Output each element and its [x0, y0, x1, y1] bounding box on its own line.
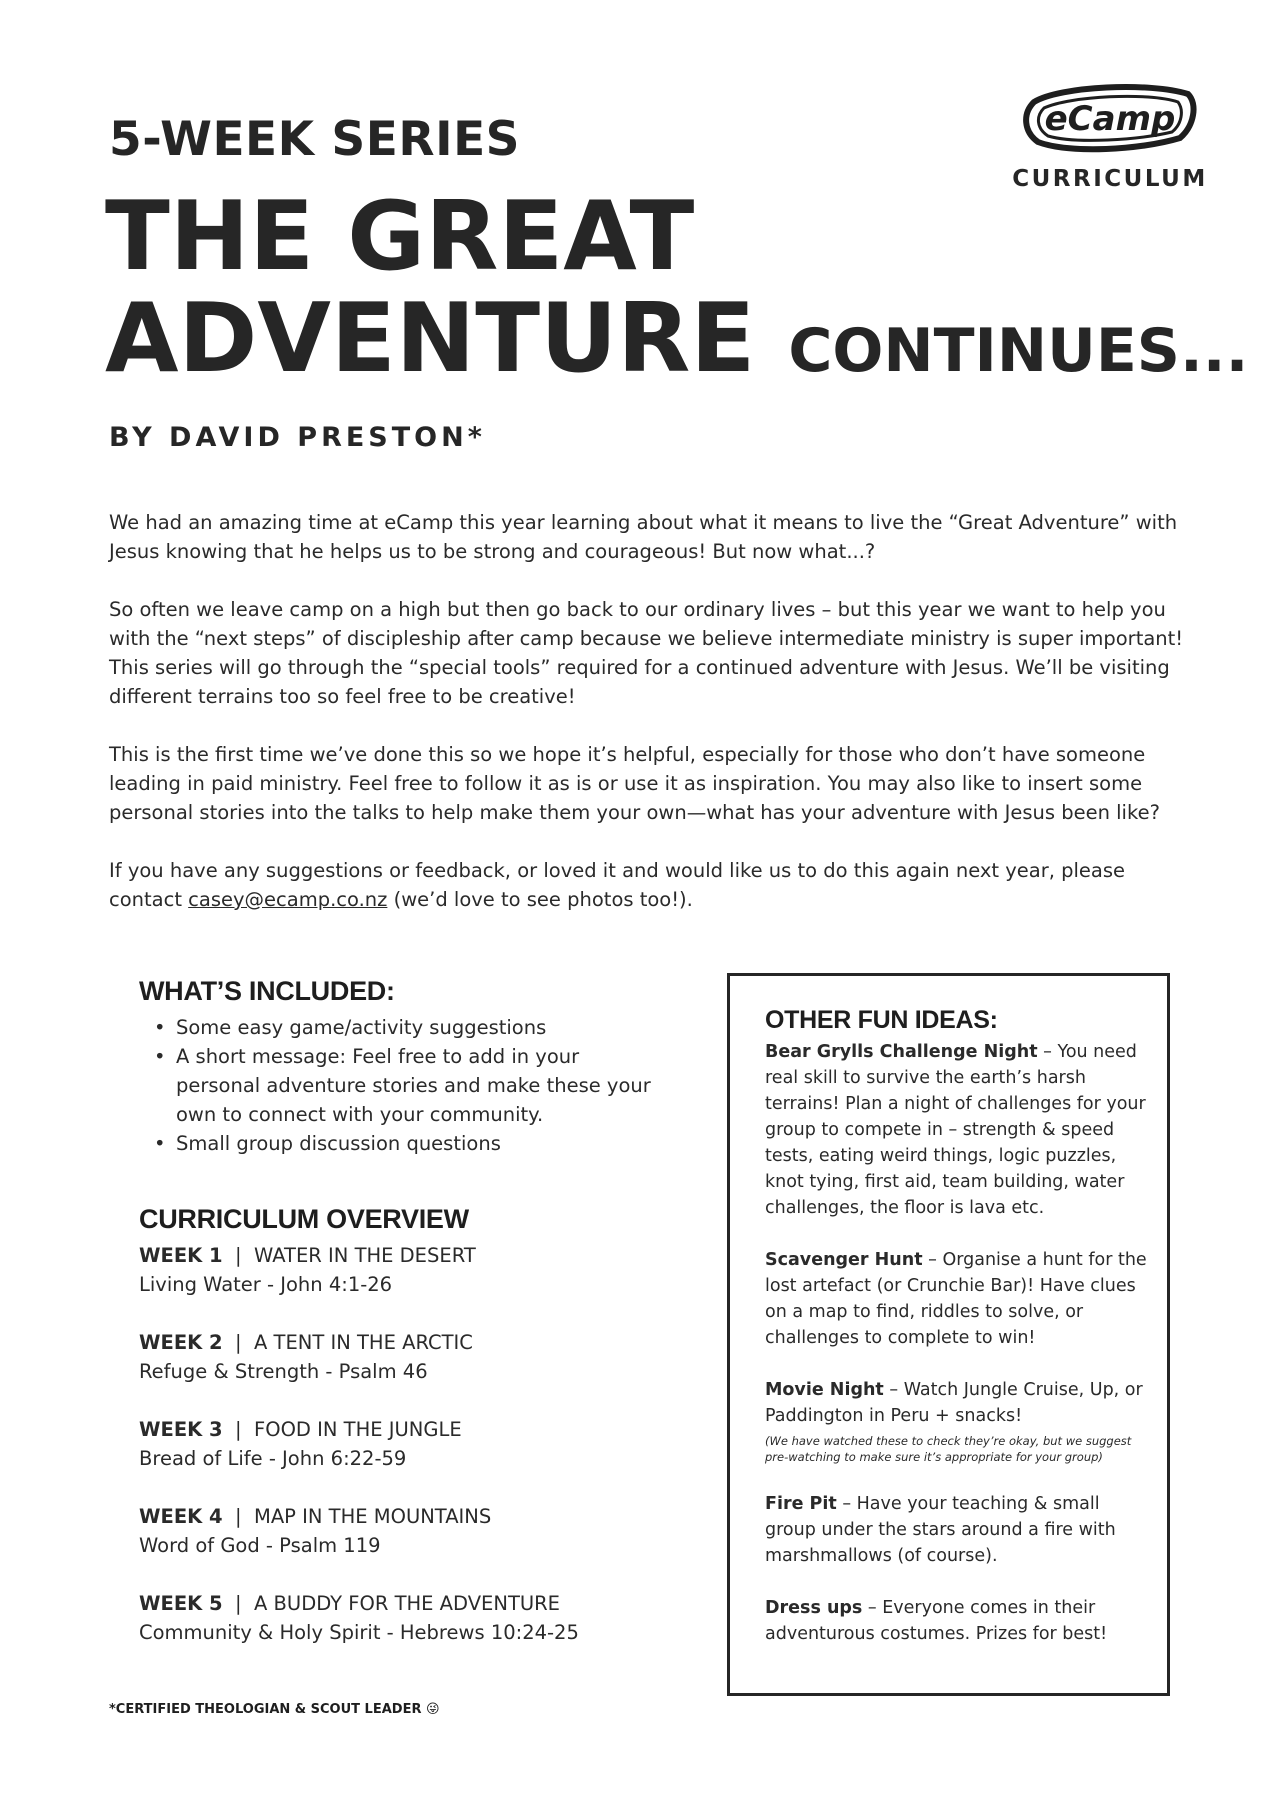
contact-text: If you have any suggestions or feedback, or loved it and would like us to do this again next year, please contact — [109, 859, 1126, 911]
included-list — [139, 1013, 659, 1158]
week-4 — [139, 1502, 659, 1560]
ecamp-logo-graphic — [1020, 80, 1200, 158]
idea-text: – You need real skill to survive the earth’s harsh terrains! Plan a night of challenges for your group to compete in – strength & speed tests, eating weird things, logic puzzles, knot tying, first aid, team building, water challenges, the floor is lava etc. — [765, 1042, 1146, 1218]
week-separator: | — [235, 1418, 242, 1441]
week-theme: MAP IN THE MOUNTAINS — [254, 1505, 492, 1528]
week-label: WEEK 1 — [139, 1244, 223, 1267]
week-topic: Refuge & Strength - Psalm 46 — [139, 1360, 428, 1383]
week-theme: WATER IN THE DESERT — [254, 1244, 476, 1267]
idea-text: – Watch Jungle Cruise, Up, or Paddington in Peru + snacks! — [765, 1380, 1143, 1426]
idea-title: Dress ups — [765, 1598, 863, 1618]
title-suffix: CONTINUES... — [788, 316, 1249, 386]
series-kicker: 5-WEEK SERIES — [109, 112, 521, 167]
title-line-1: THE GREAT — [105, 182, 695, 292]
week-topic: Word of God - Psalm 119 — [139, 1534, 381, 1557]
contact-text-end: (we’d love to see photos too!). — [387, 888, 693, 911]
week-topic: Living Water - John 4:1-26 — [139, 1273, 393, 1296]
idea-text: – Organise a hunt for the lost artefact (or Crunchie Bar)! Have clues on a map to find, riddles to solve, or challenges to complete to win! — [765, 1250, 1147, 1348]
idea-title: Movie Night — [765, 1380, 884, 1400]
curriculum-overview — [139, 1204, 659, 1647]
idea-item — [765, 1247, 1150, 1351]
contact-email-link[interactable]: casey@ecamp.co.nz — [188, 888, 388, 911]
idea-title: Bear Grylls Challenge Night — [765, 1042, 1038, 1062]
week-separator: | — [235, 1331, 242, 1354]
idea-text: – Everyone comes in their adventurous costumes. Prizes for best! — [765, 1598, 1108, 1644]
intro-paragraph-4 — [109, 856, 1189, 914]
title-line-2: ADVENTURE — [105, 284, 756, 394]
intro-paragraph-2: So often we leave camp on a high but then go back to our ordinary lives – but this year we want to help you with the “next steps” of discipleship after camp because we believe intermediate ministry is super important! This series will go through the “special tools” required for a continued adventure with Jesus. We’ll be visiting different terrains too so feel free to be creative! — [109, 598, 1184, 708]
week-label: WEEK 4 — [139, 1505, 223, 1528]
intro-text — [109, 508, 1189, 943]
footnote: *CERTIFIED THEOLOGIAN & SCOUT LEADER 😜 — [109, 1702, 440, 1717]
week-2 — [139, 1328, 659, 1386]
week-separator: | — [235, 1592, 242, 1615]
week-theme: A TENT IN THE ARCTIC — [254, 1331, 473, 1354]
week-3 — [139, 1415, 659, 1473]
author-byline: BY DAVID PRESTON* — [109, 422, 486, 453]
idea-item — [765, 1491, 1150, 1569]
week-label: WEEK 3 — [139, 1418, 223, 1441]
idea-note: (We have watched these to check they’re okay, but we suggest pre-watching to make sure it’s appropriate for your group) — [765, 1434, 1132, 1464]
list-item: • Small group discussion questions — [176, 1129, 659, 1158]
week-5 — [139, 1589, 659, 1647]
week-label: WEEK 5 — [139, 1592, 223, 1615]
intro-paragraph-3: This is the first time we’ve done this so we hope it’s helpful, especially for those who don’t have someone leading in paid ministry. Feel free to follow it as is or use it as inspiration. You may also like to insert some personal stories into the talks to help make them your own—what has your adventure with Jesus been like? — [109, 743, 1160, 824]
week-theme: FOOD IN THE JUNGLE — [254, 1418, 462, 1441]
week-separator: | — [235, 1244, 242, 1267]
week-label: WEEK 2 — [139, 1331, 223, 1354]
ideas-heading: OTHER FUN IDEAS: — [765, 1006, 998, 1034]
intro-paragraph-1: We had an amazing time at eCamp this year learning about what it means to live the “Great Adventure” with Jesus knowing that he helps us to be strong and courageous! But now what...? — [109, 511, 1178, 563]
week-1 — [139, 1241, 659, 1299]
idea-item — [765, 1595, 1150, 1647]
ecamp-logo — [1010, 80, 1210, 192]
fun-ideas-box — [727, 973, 1170, 1696]
logo-caption: CURRICULUM — [1012, 166, 1208, 192]
logo-wordmark: eCamp — [1044, 99, 1176, 139]
idea-title: Scavenger Hunt — [765, 1250, 923, 1270]
list-item: • Some easy game/activity suggestions — [176, 1013, 659, 1042]
included-heading: WHAT’S INCLUDED: — [139, 976, 395, 1006]
week-topic: Community & Holy Spirit - Hebrews 10:24-25 — [139, 1621, 579, 1644]
week-separator: | — [235, 1505, 242, 1528]
idea-title: Fire Pit — [765, 1494, 837, 1514]
idea-item — [765, 1039, 1150, 1221]
overview-heading: CURRICULUM OVERVIEW — [139, 1204, 469, 1234]
idea-item — [765, 1377, 1150, 1465]
idea-text: – Have your teaching & small group under the stars around a fire with marshmallows (of course). — [765, 1494, 1116, 1566]
week-theme: A BUDDY FOR THE ADVENTURE — [254, 1592, 560, 1615]
page-title — [105, 182, 1249, 402]
week-topic: Bread of Life - John 6:22-59 — [139, 1447, 407, 1470]
list-item: • A short message: Feel free to add in your personal adventure stories and make these your own to connect with your community. — [176, 1042, 659, 1129]
left-column — [139, 976, 659, 1676]
